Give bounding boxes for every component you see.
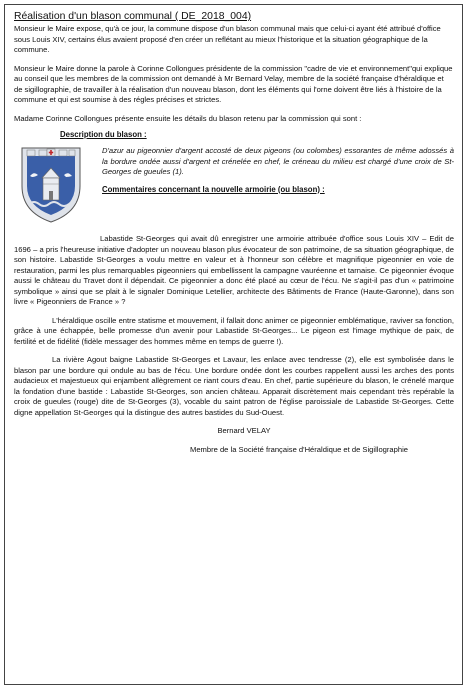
blazon-column [102,146,454,229]
document-title: Réalisation d'un blason communal ( DE_2018_004) [14,11,252,22]
commission-paragraph: Monsieur le Maire donne la parole à Corinne Collongues présidente de la commission "cadre de vie et environnement"qui explique au conseil que les membres de la commission ont demandé à Mr Bernard Velay, membre de la société française d'héraldique et de sigillographie, de travailler à la réalisation d'un nouveau blason, dont les éléments qui l'orne doivent être liés à l'histoire de la commune et qui est soumise à des régles précises et strictes. [14,63,453,104]
blazon-section [14,146,454,229]
coat-of-arms [20,146,82,229]
spacer [14,437,454,445]
comments-heading: Commentaires concernant la nouvelle armoirie (ou blason) : [102,184,325,194]
blazon-text: D'azur au pigeonnier d'argent accosté de deux pigeons (ou colombes) essorantes de même adossés à la bordure ondée aussi d'argent et crénelée en chef, le créneau du milieu est chargé d'une croix de St-Georges de gueules (1). [102,146,454,176]
signature-role: Membre de la Société française d'Héraldique et de Sigillographie [190,444,408,454]
comment-paragraph: Labastide St-Georges qui avait dû enregistrer une armoirie attribuée d'office sous Louis XIV – Edit de 1696 – a pris l'heureuse initiative d'adopter un nouveau blason plus évocateur de son patrimoine, de sa situation géographique, de son histoire. Labastide St-Georges a voulu mettre en valeur et à l'honneur son célèbre et magnifique pigeonnier en voie de restauration, parmi les plus remarquables pigeonniers qui embellissent la campagne vauréenne et tarnaise. Ce pigeonnier évoque aussi le château du Travet dont il dépendait. Ce pigeonnier a donc été placé au cœur de l'écu. Ne s'agit-il pas d'un « patrimoine symbolique » ainsi que se plait à le signaler Dominique Letellier, architecte des Bâtiments de France (Haute-Garonne), dans son livre « Pigeonniers de France » ? [14,234,454,306]
spacer [14,56,454,64]
spacer [14,418,454,426]
presentation-paragraph: Madame Corinne Collongues présente ensuite les détails du blason retenu par la commission qui sont : [14,113,362,123]
signature-name: Bernard VELAY [217,426,271,435]
shield-icon [20,146,82,224]
comment-paragraph: L'héraldique oscille entre statisme et mouvement, il fallait donc animer ce pigeonnier emblématique, raviver sa fonction, grâce à une échappée, belle promesse d'un avenir pour Labastide St-Georges... Le pigeon est l'image mythique de paix, de fertilité et de fidélité (fidèle messager des hommes même en temps de guerre !). [14,315,454,346]
spacer [14,347,454,355]
comment-paragraph: La rivière Agout baigne Labastide St-Georges et Lavaur, les enlace avec tendresse (2), elle est symbolisée dans le blason par une bordure qui ondule au bas de l'écu. Une bordure ondée dont les courbes rappellent aussi les arches des ponts audacieux et majestueux qui enjambent allègrement ce riant cours d'eau. En chef, partie supérieure du blason, le crénelé marque la fondation d'une bastide : Labastide St-Georges, son ancien château. Apparait discrètement mais cependant très repérable la croix de gueules (rouge) dite de St-Georges (3), vocable du saint patron de l'église paroissiale de Labastide St-Georges. Cette digne appellation St-Georges qui la distingue des autres bastides du Sud-Ouest. [14,355,454,417]
intro-paragraph: Monsieur le Maire expose, qu'à ce jour, la commune dispose d'un blason communal mais que celui-ci ayant été attribué d'office sous Louis XIV, certains élus avaient proposé d'en créer un reflétant au mieux l'historique et la situation géographique de la commune. [14,24,441,54]
spacer [14,308,454,316]
description-heading: Description du blason : [60,130,147,139]
spacer [14,106,454,114]
document-page [4,4,463,685]
